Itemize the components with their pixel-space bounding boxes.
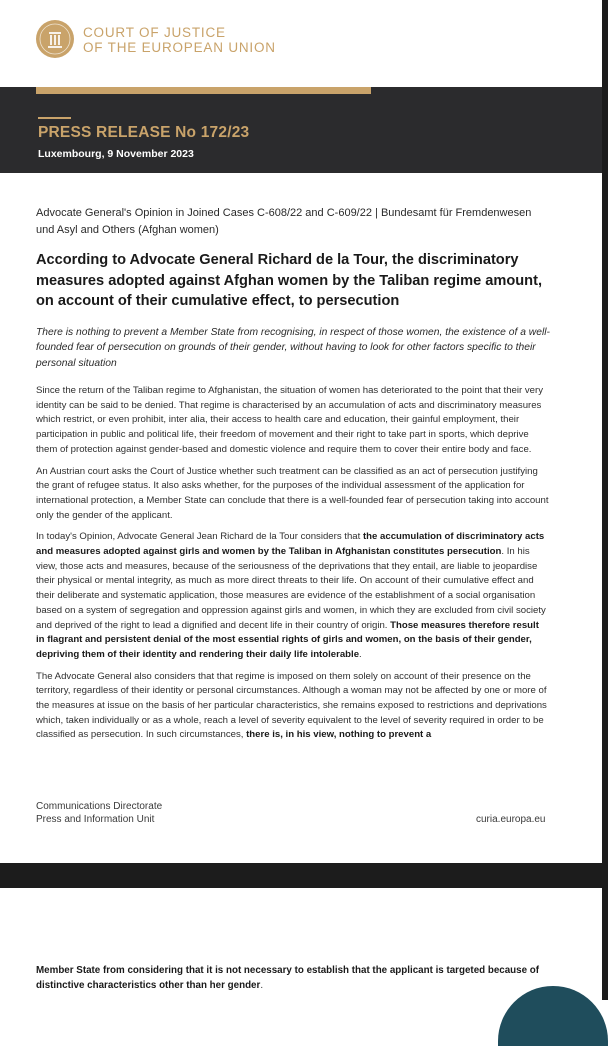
page-break-band xyxy=(0,863,602,888)
court-name-line1: COURT OF JUSTICE xyxy=(83,25,226,40)
right-edge-bar xyxy=(602,0,608,1000)
court-emblem-icon xyxy=(36,20,74,58)
case-reference: Advocate General's Opinion in Joined Cases C-608/22 and C-609/22 | Bundesamt für Fremdenwesen und Asyl and Others (Afghan women) xyxy=(36,207,532,236)
continuation-end: . xyxy=(260,980,264,991)
paragraph-2: An Austrian court asks the Court of Justice whether such treatment can be classified as an act of persecution justifying the grant of refugee status. It also asks whether, for the purposes of the individual assessment of the application for international protection, a Member State can conclude that there is a well-founded fear of persecution taking into account only the gender of the applicant. xyxy=(36,465,549,521)
p3-text-c: . In his view, those acts and measures, because of the seriousness of the deprivations that they entail, are liable to jeopardise their physical or mental integrity, as much as more direct threats to their life. On account of their cumulative effect and their deliberate and systematic application, those measures are evidence of the establishment of a social organisation based on a system of segregation and oppression against girls and women, in which they are excluded from civil society and deprived of the right to lead a dignified and decent life in their country of origin. xyxy=(36,546,546,631)
floating-action-button[interactable] xyxy=(498,986,608,1046)
p3-bold-d: Those measures therefore result in flagrant and persistent denial of the most essential rights of girls and women, on the basis of their gender, depriving them of their identity and rendering their daily life intolerable xyxy=(36,619,539,660)
gold-accent-bar xyxy=(36,87,371,94)
p3-text-a: In today's Opinion, Advocate General Jean Richard de la Tour considers that xyxy=(36,531,363,543)
court-name-line2: OF THE EUROPEAN UNION xyxy=(83,40,276,55)
p3-bold-b: the accumulation of discriminatory acts and measures adopted against girls and women by the Taliban in Afghanistan constitutes persecution xyxy=(36,531,545,558)
p4-text-a: The Advocate General also considers that that regime is imposed on them solely on account of their presence on the territory, regardless of their identity or personal circumstances. Although a woman may not be affected by one or more of the measures at issue on the basis of her particular characteristics, she remains exposed to restrictions and deprivations which, taken individually or as a whole, reach a level of severity equivalent to the level of severity required in order to be classified as persecution. In such circumstances, xyxy=(36,670,547,741)
press-release-date: Luxembourg, 9 November 2023 xyxy=(38,148,194,160)
continuation-bold: Member State from considering that it is not necessary to establish that the applicant is targeted because of distinctive characteristics other than her gender xyxy=(36,965,540,991)
page-header xyxy=(0,0,602,87)
footer-contact xyxy=(36,801,162,826)
paragraph-3 xyxy=(36,530,550,662)
footer-website-link[interactable]: curia.europa.eu xyxy=(476,814,546,825)
p3-text-e: . xyxy=(359,648,362,660)
article-body xyxy=(36,205,550,750)
p4-bold-b: there is, in his view, nothing to prevent a xyxy=(246,729,432,741)
court-name xyxy=(83,25,276,55)
press-release-title: PRESS RELEASE No 172/23 xyxy=(38,124,250,141)
continuation-text xyxy=(36,963,550,993)
footer-directorate: Communications Directorate xyxy=(36,801,163,812)
paragraph-1: Since the return of the Taliban regime to Afghanistan, the situation of women has deteriorated to the point that their very identity can be said to be denied. That regime is characterised by an accumulation of acts and discriminatory measures which restrict, or even prohibit, inter alia, their access to health care and education, their gainful employment, their participation in public and political life, their freedom of movement and their right to take part in sports, which deprive them of protection against gender-based and domestic violence and require them to cover their entire body and face. xyxy=(36,385,544,455)
gold-accent-dash xyxy=(38,117,71,119)
article-headline: According to Advocate General Richard de la Tour, the discriminatory measures adopted against Afghan women by the Taliban regime amount, on account of their cumulative effect, to persecution xyxy=(36,252,543,309)
article-subtitle: There is nothing to prevent a Member State from recognising, in respect of those women, the existence of a well-founded fear of persecution on grounds of their gender, without having to look for other factors specific to their personal situation xyxy=(36,326,550,369)
paragraph-4 xyxy=(36,670,550,744)
footer-unit: Press and Information Unit xyxy=(36,813,155,825)
